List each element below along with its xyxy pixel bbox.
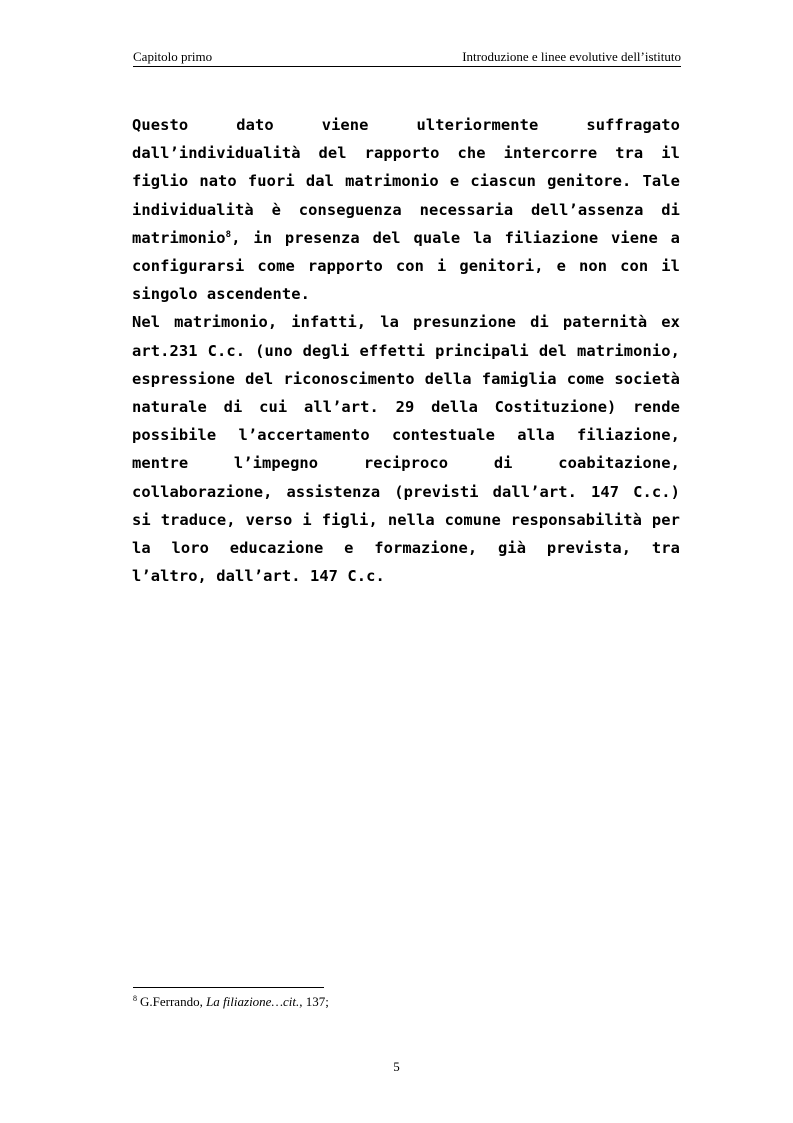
header-section-title: Introduzione e linee evolutive dell’istituto [462,49,681,64]
paragraph-1 [132,111,680,308]
running-header [133,49,681,67]
body-text [132,111,680,590]
page-number: 5 [393,1059,400,1074]
footnote-reference[interactable]: 8 [225,229,232,240]
footnote-divider [133,987,324,988]
footnote-author: G.Ferrando, [140,994,203,1009]
footnote [133,994,681,1010]
footnote-page: , 137; [299,994,329,1009]
header-chapter: Capitolo primo [133,49,213,64]
paragraph-1-text-b: , in presenza del quale la filiazione viene a configurarsi come rapporto con i genitori, e non con il singolo ascendente. [132,228,680,304]
paragraph-2: Nel matrimonio, infatti, la presunzione di paternità ex art.231 C.c. (uno degli effetti principali del matrimonio, espressione del riconoscimento della famiglia come società naturale di cui all’art. 29 della Costituzione) rende possibile l’accertamento contestuale alla filiazione, mentre l’impegno reciproco di coabitazione, collaborazione, assistenza (previsti dall’art. 147 C.c.) si traduce, verso i figli, nella comune responsabilità per la loro educazione e formazione, già prevista, tra l’altro, dall’art. 147 C.c. [132,313,680,586]
paragraph-1-text-a: Questo dato viene ulteriormente suffragato dall’individualità del rapporto che intercorre tra il figlio nato fuori dal matrimonio e ciascun genitore. Tale individualità è conseguenza necessaria dell’assenza di matrimonio [132,116,680,247]
footnote-number: 8 [133,994,137,1003]
footnote-title: La filiazione…cit. [206,994,300,1009]
